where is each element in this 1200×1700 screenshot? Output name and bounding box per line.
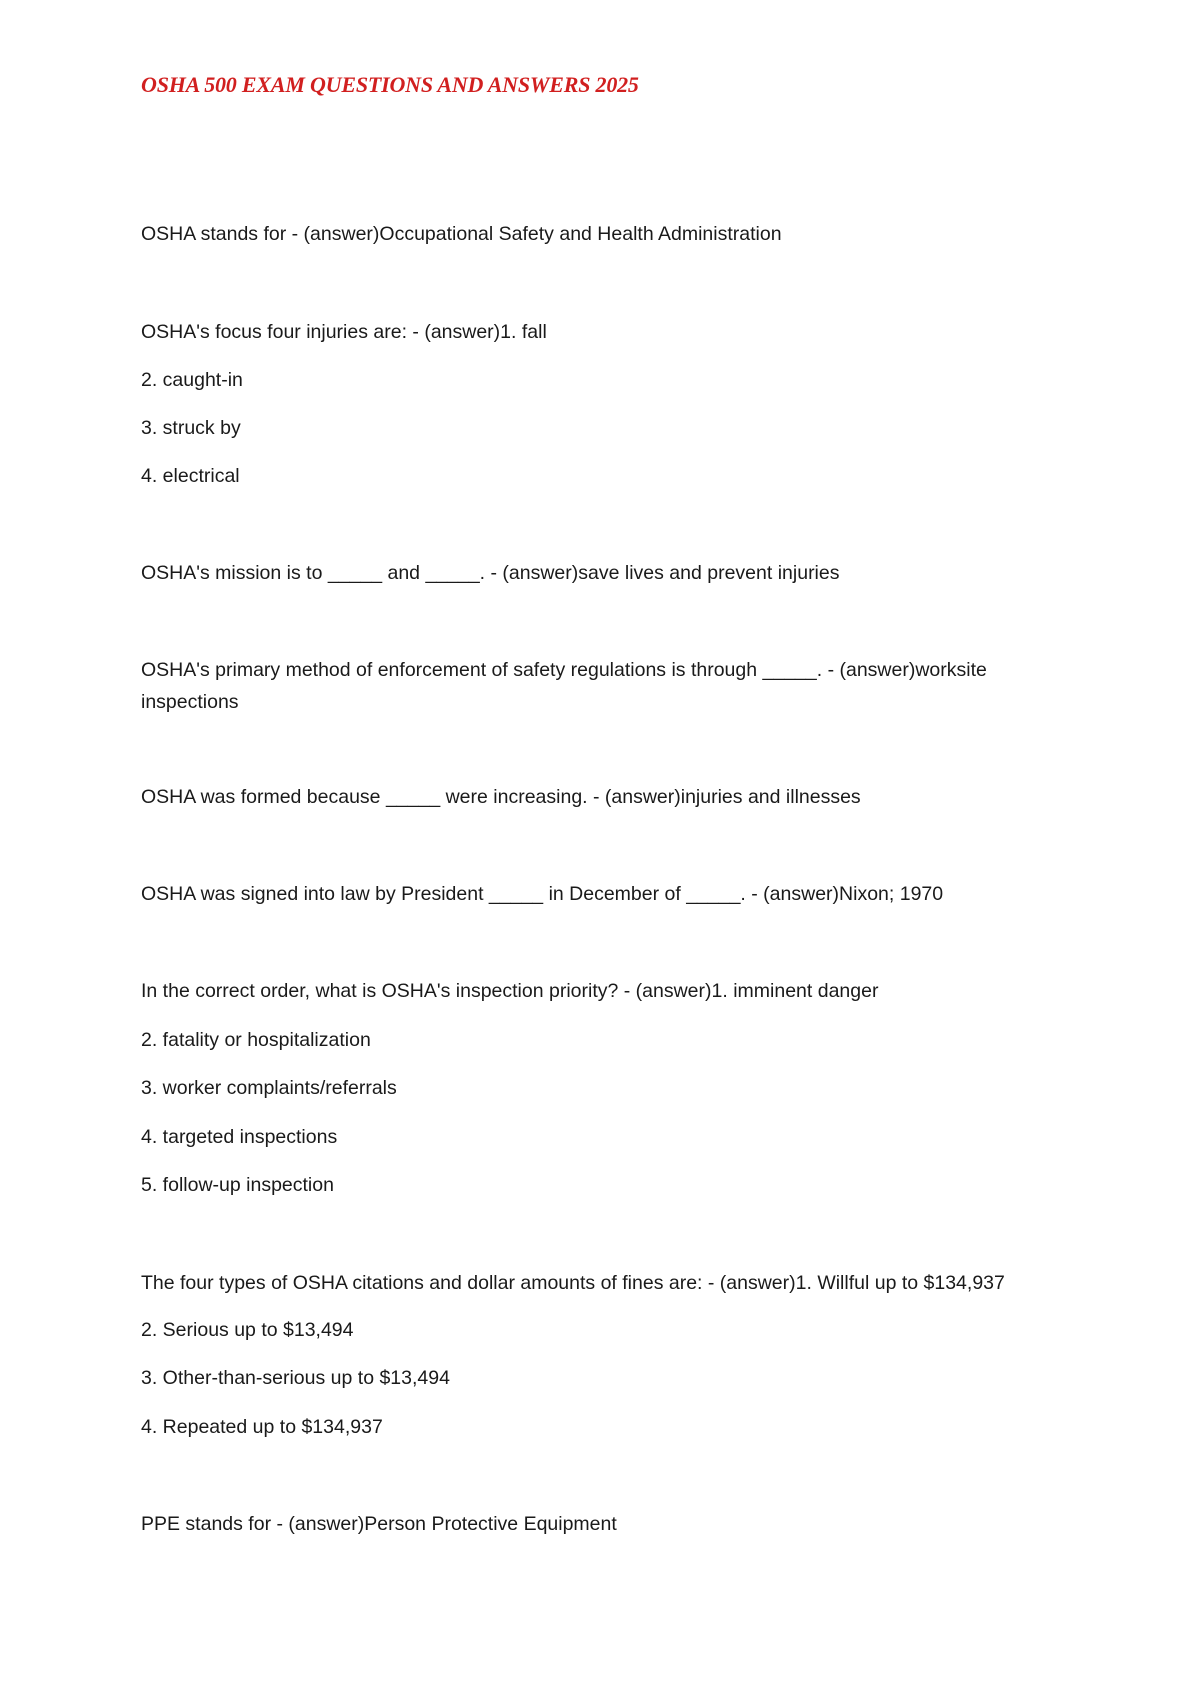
document-title: OSHA 500 EXAM QUESTIONS AND ANSWERS 2025 — [141, 72, 639, 97]
qa-question: OSHA was signed into law by President _____ in December of _____. - (answer)Nixon; 1970 — [141, 883, 944, 905]
qa-list-item: 3. Other-than-serious up to $13,494 — [141, 1367, 450, 1389]
qa-list-item: 2. caught-in — [141, 369, 243, 391]
qa-list-item: 4. Repeated up to $134,937 — [141, 1416, 383, 1438]
qa-question: OSHA stands for - (answer)Occupational Safety and Health Administration — [141, 223, 782, 245]
qa-list-item: 3. struck by — [141, 417, 241, 439]
qa-question: In the correct order, what is OSHA's inspection priority? - (answer)1. imminent danger — [141, 980, 879, 1002]
qa-list-item: 2. fatality or hospitalization — [141, 1029, 371, 1051]
qa-question: OSHA was formed because _____ were increasing. - (answer)injuries and illnesses — [141, 786, 861, 808]
qa-list-item: 5. follow-up inspection — [141, 1174, 334, 1196]
qa-list-item: 4. targeted inspections — [141, 1126, 338, 1148]
qa-question: The four types of OSHA citations and dollar amounts of fines are: - (answer)1. Willful up to $134,937 — [141, 1272, 1005, 1294]
qa-question: OSHA's focus four injuries are: - (answer)1. fall — [141, 321, 547, 343]
qa-question: OSHA's mission is to _____ and _____. - (answer)save lives and prevent injuries — [141, 562, 840, 584]
qa-list-item: 3. worker complaints/referrals — [141, 1077, 397, 1099]
qa-list-item: 4. electrical — [141, 465, 240, 487]
qa-list-item: 2. Serious up to $13,494 — [141, 1319, 354, 1341]
qa-question: PPE stands for - (answer)Person Protective Equipment — [141, 1513, 617, 1535]
qa-question: OSHA's primary method of enforcement of safety regulations is through _____. - (answer)worksite inspections — [141, 659, 987, 713]
